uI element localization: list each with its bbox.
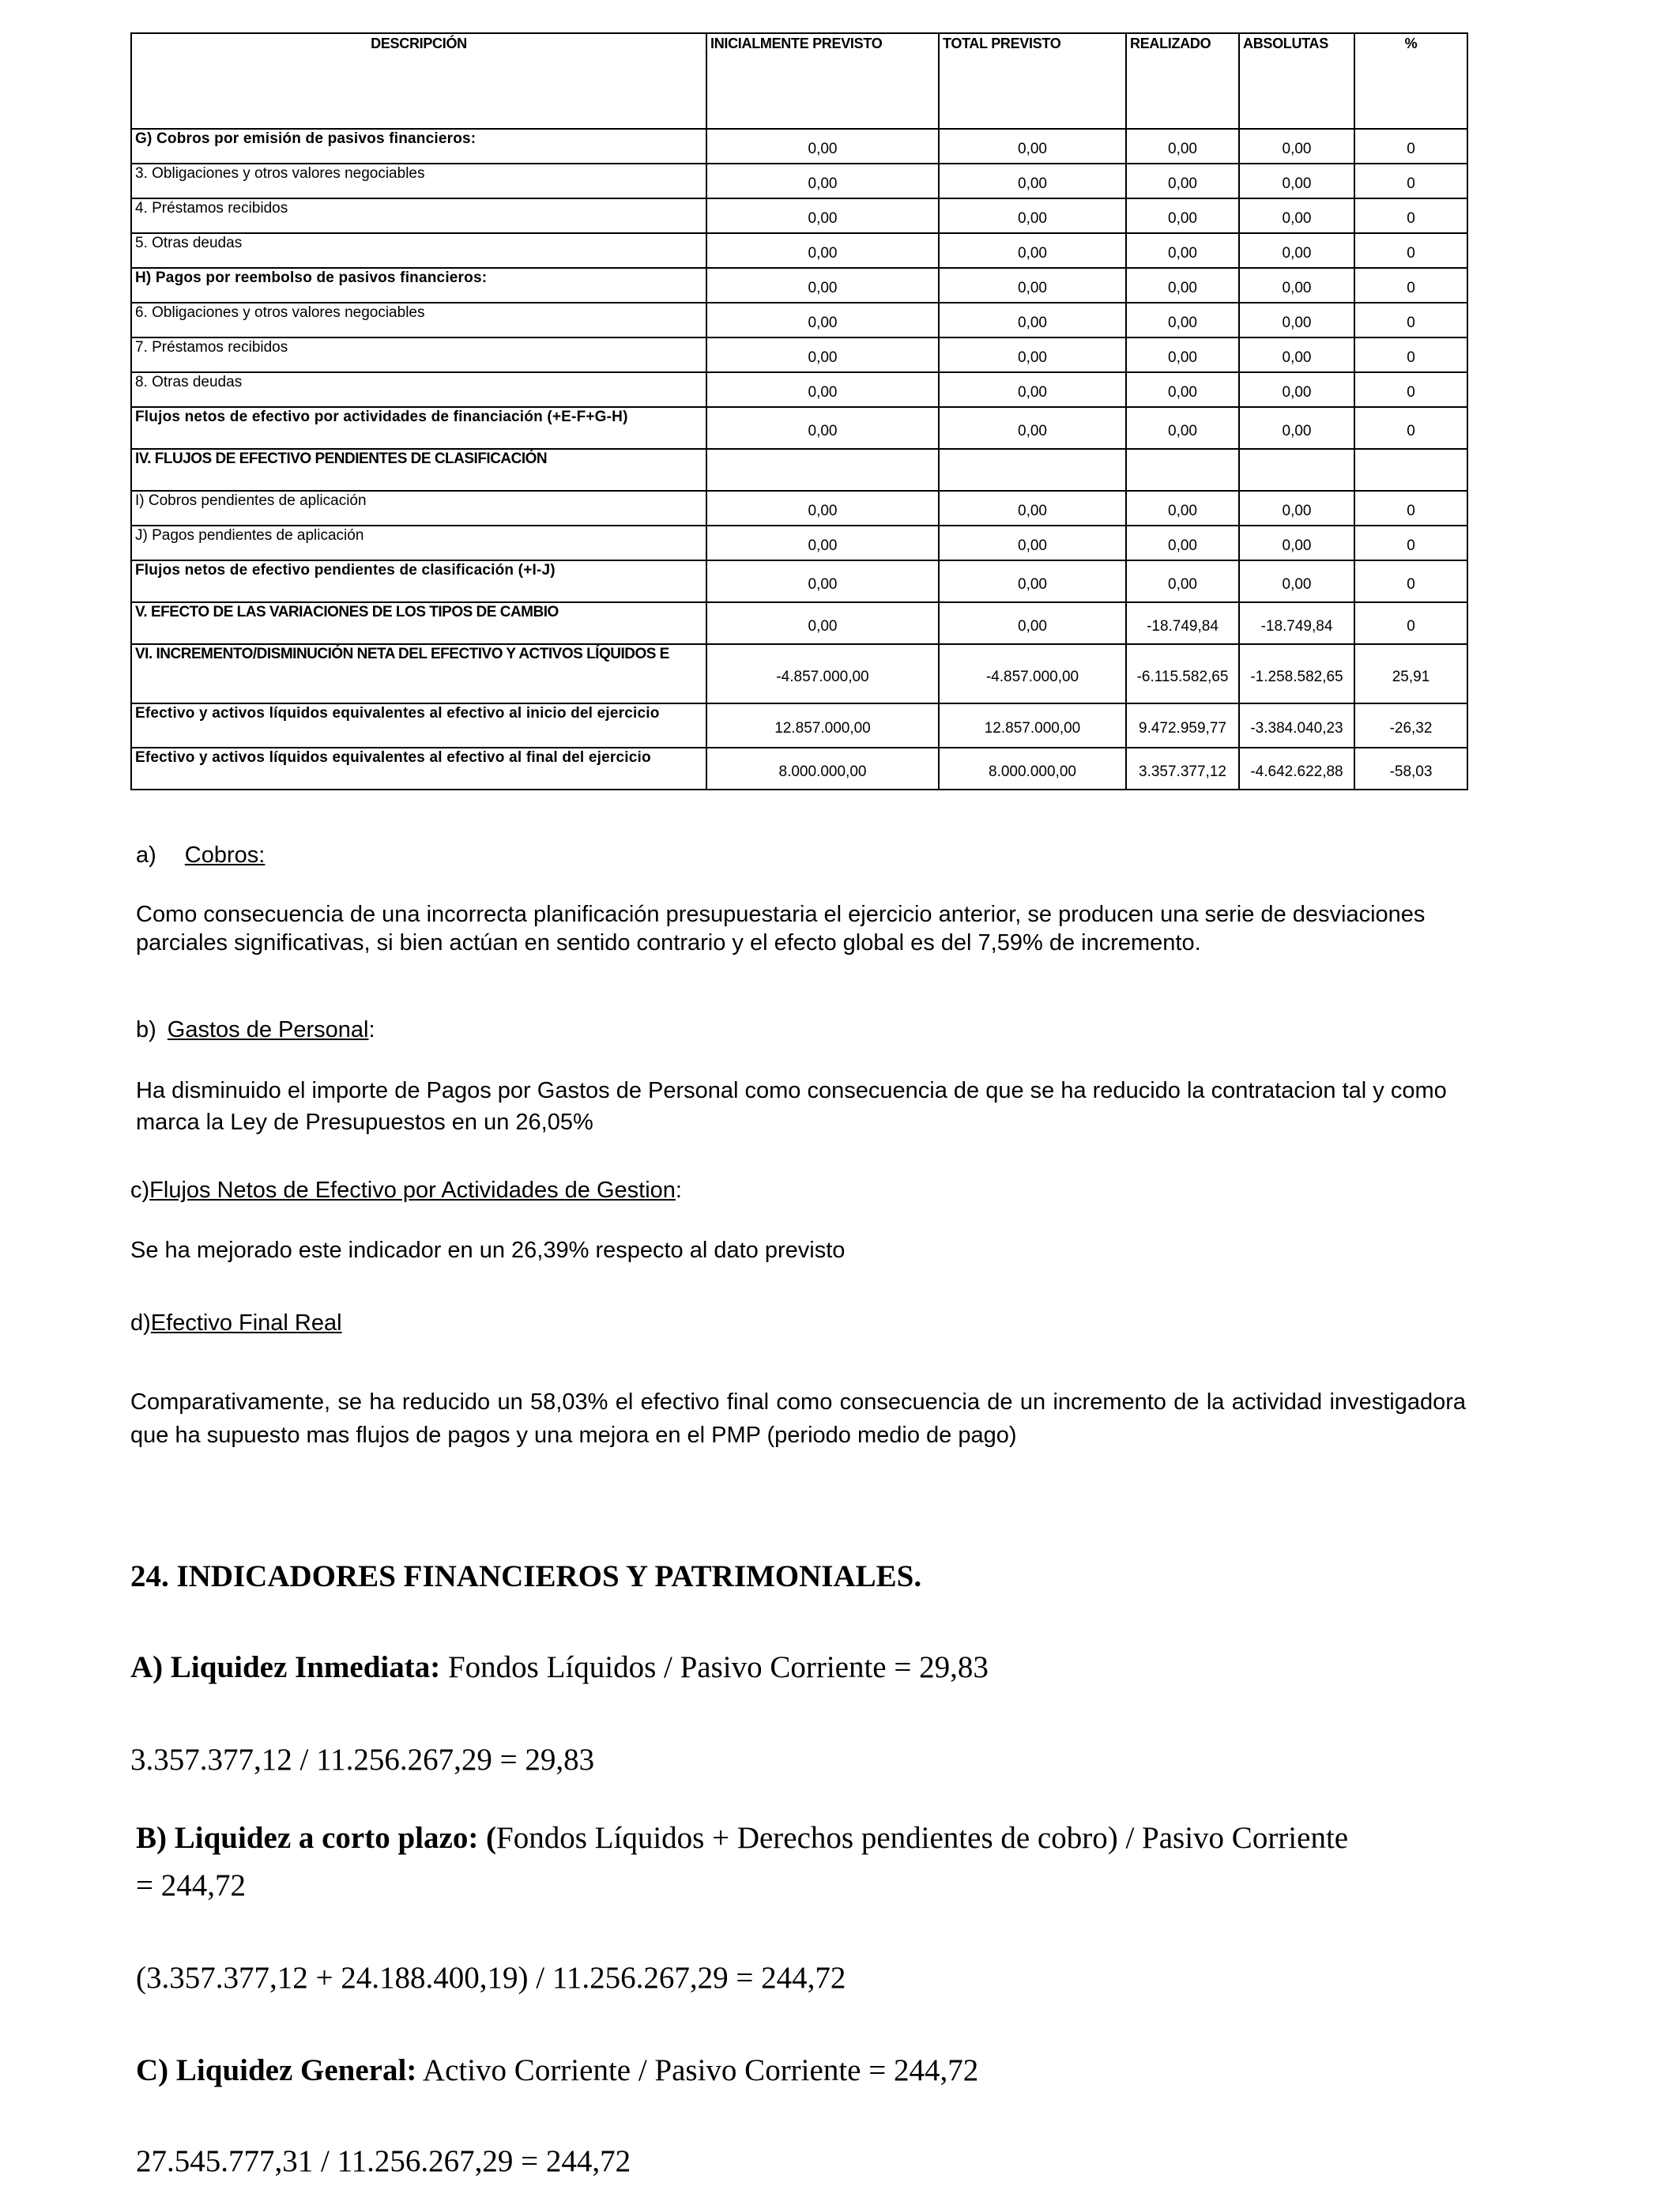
note-d-title: Efectivo Final Real [150, 1310, 342, 1336]
row-value: 0,00 [1126, 129, 1239, 164]
row-value: 0,00 [1239, 129, 1354, 164]
row-value: 0,00 [939, 198, 1126, 233]
table-row [131, 560, 1467, 602]
row-value: 0,00 [706, 233, 939, 268]
row-value: 0,00 [1239, 560, 1354, 602]
row-value: 0 [1354, 233, 1467, 268]
table-row [131, 491, 1467, 526]
table-row [131, 703, 1467, 748]
indicator-b-calc: (3.357.377,12 + 24.188.400,19) / 11.256.267,29 = 244,72 [136, 1961, 846, 1995]
note-c-colon: : [675, 1178, 682, 1203]
row-label: Efectivo y activos líquidos equivalentes al efectivo al final del ejercicio [131, 748, 706, 790]
header-total-previsto: TOTAL PREVISTO [939, 33, 1126, 129]
note-a-title: Cobros: [184, 843, 266, 868]
row-value: 0,00 [1126, 372, 1239, 407]
indicator-a-formula: Fondos Líquidos / Pasivo Corriente = 29,83 [440, 1650, 989, 1684]
row-value: 0 [1354, 337, 1467, 372]
row-value: 0 [1354, 303, 1467, 337]
row-value: 0,00 [706, 198, 939, 233]
row-value: -18.749,84 [1126, 602, 1239, 644]
row-label: IV. FLUJOS DE EFECTIVO PENDIENTES DE CLASIFICACIÓN [131, 449, 706, 491]
row-value: 0,00 [1126, 164, 1239, 198]
cash-flow-table [130, 32, 1468, 790]
note-d-body [130, 1385, 1466, 1452]
row-value: 0,00 [1126, 407, 1239, 449]
note-d-text: Comparativamente, se ha reducido un 58,03% el efectivo final como consecuencia de un incremento de la actividad investigadora que ha supuesto mas flujos de pagos y una mejora en el PMP (periodo medio de pago) [130, 1389, 1466, 1448]
indicator-c-formula: Activo Corriente / Pasivo Corriente = 244,72 [416, 2053, 979, 2087]
table-row [131, 602, 1467, 644]
row-value: 9.472.959,77 [1126, 703, 1239, 748]
row-value: 0,00 [1239, 337, 1354, 372]
row-label: H) Pagos por reembolso de pasivos financieros: [131, 268, 706, 303]
row-value: 0,00 [706, 372, 939, 407]
row-value: 0,00 [706, 602, 939, 644]
row-label: Flujos netos de efectivo por actividades de financiación (+E-F+G-H) [131, 407, 706, 449]
header-realizado: REALIZADO [1126, 33, 1239, 129]
header-percent: % [1354, 33, 1467, 129]
row-value: 0 [1354, 526, 1467, 560]
note-b-text: Ha disminuido el importe de Pagos por Gastos de Personal como consecuencia de que se ha reducido la contratacion tal y como marca la Ley de Presupuestos en un 26,05% [136, 1078, 1447, 1135]
section-heading: 24. INDICADORES FINANCIEROS Y PATRIMONIALES. [130, 1559, 922, 1593]
row-label: 4. Préstamos recibidos [131, 198, 706, 233]
row-value: 0,00 [1126, 198, 1239, 233]
table-row [131, 164, 1467, 198]
row-value: 0,00 [1239, 303, 1354, 337]
note-b-body [136, 1075, 1471, 1138]
table-row [131, 233, 1467, 268]
row-value: 0,00 [1239, 198, 1354, 233]
table-row [131, 449, 1467, 491]
row-label: Efectivo y activos líquidos equivalentes al efectivo al inicio del ejercicio [131, 703, 706, 748]
row-value: 0,00 [1126, 560, 1239, 602]
note-b-title: Gastos de Personal [167, 1017, 369, 1042]
indicator-c-calc: 27.545.777,31 / 11.256.267,29 = 244,72 [136, 2144, 631, 2178]
indicator-b-formula: Fondos Líquidos + Derechos pendientes de cobro) / Pasivo Corriente [496, 1821, 1349, 1855]
row-value: 0,00 [939, 337, 1126, 372]
row-value: 0,00 [939, 526, 1126, 560]
row-value: 0,00 [1239, 526, 1354, 560]
row-value: 0,00 [1126, 526, 1239, 560]
note-a-text: Como consecuencia de una incorrecta planificación presupuestaria el ejercicio anterior, se producen una serie de desviaciones parciales significativas, si bien actúan en sentido contrario y el efecto global es del 7,59% de incremento. [136, 902, 1426, 956]
row-value [1239, 449, 1354, 491]
row-value: -26,32 [1354, 703, 1467, 748]
row-value: 0 [1354, 129, 1467, 164]
row-value: 0,00 [1126, 268, 1239, 303]
note-a-marker: a) [136, 843, 156, 868]
row-value: 0,00 [1126, 233, 1239, 268]
row-value: 0,00 [939, 602, 1126, 644]
row-label: VI. INCREMENTO/DISMINUCIÓN NETA DEL EFECTIVO Y ACTIVOS LÍQUIDOS E [131, 644, 706, 703]
row-value: 0 [1354, 491, 1467, 526]
table-row [131, 407, 1467, 449]
row-label: Flujos netos de efectivo pendientes de clasificación (+I-J) [131, 560, 706, 602]
indicator-b [136, 1820, 1348, 1856]
row-label: G) Cobros por emisión de pasivos financieros: [131, 129, 706, 164]
note-c-body [130, 1236, 1466, 1265]
row-value: 0,00 [1239, 407, 1354, 449]
table-row [131, 303, 1467, 337]
table-header-row [131, 33, 1467, 129]
row-value: -4.642.622,88 [1239, 748, 1354, 790]
row-value: 0,00 [939, 407, 1126, 449]
row-value: 0,00 [1239, 491, 1354, 526]
indicator-a-label: A) Liquidez Inmediata: [130, 1650, 441, 1684]
row-value [1354, 449, 1467, 491]
row-value: -4.857.000,00 [939, 644, 1126, 703]
header-absolutas: ABSOLUTAS [1239, 33, 1354, 129]
row-value: 0 [1354, 268, 1467, 303]
indicator-c-label: C) Liquidez General: [136, 2053, 417, 2087]
table-row [131, 748, 1467, 790]
row-value: 0,00 [939, 129, 1126, 164]
row-value: 25,91 [1354, 644, 1467, 703]
indicator-c [136, 2053, 978, 2088]
note-b [136, 1016, 1471, 1044]
row-value: 0,00 [939, 560, 1126, 602]
row-value: -4.857.000,00 [706, 644, 939, 703]
row-value: 0,00 [706, 526, 939, 560]
row-value: 0,00 [939, 233, 1126, 268]
row-value: 0,00 [939, 372, 1126, 407]
note-d-marker: d) [130, 1310, 151, 1336]
note-b-colon: : [368, 1017, 375, 1042]
note-c [130, 1176, 1466, 1204]
row-value: 0,00 [706, 560, 939, 602]
row-label: 5. Otras deudas [131, 233, 706, 268]
row-value: 0,00 [706, 268, 939, 303]
row-label: V. EFECTO DE LAS VARIACIONES DE LOS TIPOS DE CAMBIO [131, 602, 706, 644]
row-value: 0 [1354, 560, 1467, 602]
note-c-title: Flujos Netos de Efectivo por Actividades de Gestion [149, 1178, 676, 1203]
row-value: 8.000.000,00 [706, 748, 939, 790]
table-row [131, 372, 1467, 407]
row-value: 0 [1354, 407, 1467, 449]
row-label: 6. Obligaciones y otros valores negociables [131, 303, 706, 337]
row-value: 0,00 [1126, 491, 1239, 526]
row-value [1126, 449, 1239, 491]
note-d [130, 1309, 1466, 1337]
row-label: J) Pagos pendientes de aplicación [131, 526, 706, 560]
row-value: 0,00 [706, 129, 939, 164]
row-value: 0,00 [706, 303, 939, 337]
row-value [706, 449, 939, 491]
note-a [136, 841, 1471, 869]
table-row [131, 129, 1467, 164]
row-label: 8. Otras deudas [131, 372, 706, 407]
row-value: 0,00 [706, 491, 939, 526]
indicator-b-label: B) Liquidez a corto plazo: ( [136, 1821, 497, 1855]
row-value: 0 [1354, 164, 1467, 198]
row-label: 3. Obligaciones y otros valores negociables [131, 164, 706, 198]
row-value: 0,00 [1126, 337, 1239, 372]
row-value: -6.115.582,65 [1126, 644, 1239, 703]
row-label: 7. Préstamos recibidos [131, 337, 706, 372]
row-value: -58,03 [1354, 748, 1467, 790]
note-b-marker: b) [136, 1017, 156, 1042]
row-value: 0,00 [939, 268, 1126, 303]
indicator-a-calc: 3.357.377,12 / 11.256.267,29 = 29,83 [130, 1743, 595, 1777]
row-value: 0,00 [706, 337, 939, 372]
header-inicialmente-previsto: INICIALMENTE PREVISTO [706, 33, 939, 129]
table-row [131, 268, 1467, 303]
row-value: 3.357.377,12 [1126, 748, 1239, 790]
note-a-body [136, 900, 1471, 957]
row-value: 0,00 [706, 407, 939, 449]
indicator-a [130, 1649, 989, 1685]
note-c-text: Se ha mejorado este indicador en un 26,39% respecto al dato previsto [130, 1238, 846, 1263]
row-value: 0,00 [1239, 268, 1354, 303]
row-value: 12.857.000,00 [939, 703, 1126, 748]
row-value: 8.000.000,00 [939, 748, 1126, 790]
row-value: 0,00 [939, 164, 1126, 198]
note-c-marker: c) [130, 1178, 150, 1203]
row-value: 0,00 [706, 164, 939, 198]
row-value: 0 [1354, 198, 1467, 233]
row-value: -3.384.040,23 [1239, 703, 1354, 748]
row-value [939, 449, 1126, 491]
table-row [131, 198, 1467, 233]
row-label: I) Cobros pendientes de aplicación [131, 491, 706, 526]
row-value: -1.258.582,65 [1239, 644, 1354, 703]
row-value: 0,00 [939, 303, 1126, 337]
row-value: 0,00 [939, 491, 1126, 526]
row-value: 0,00 [1126, 303, 1239, 337]
row-value: 0,00 [1239, 372, 1354, 407]
row-value: -18.749,84 [1239, 602, 1354, 644]
row-value: 0,00 [1239, 233, 1354, 268]
table-row [131, 644, 1467, 703]
row-value: 0,00 [1239, 164, 1354, 198]
indicator-b-formula-end: = 244,72 [136, 1868, 246, 1902]
row-value: 0 [1354, 372, 1467, 407]
table-row [131, 526, 1467, 560]
header-descripcion: DESCRIPCIÓN [131, 33, 706, 129]
table-row [131, 337, 1467, 372]
row-value: 0 [1354, 602, 1467, 644]
row-value: 12.857.000,00 [706, 703, 939, 748]
